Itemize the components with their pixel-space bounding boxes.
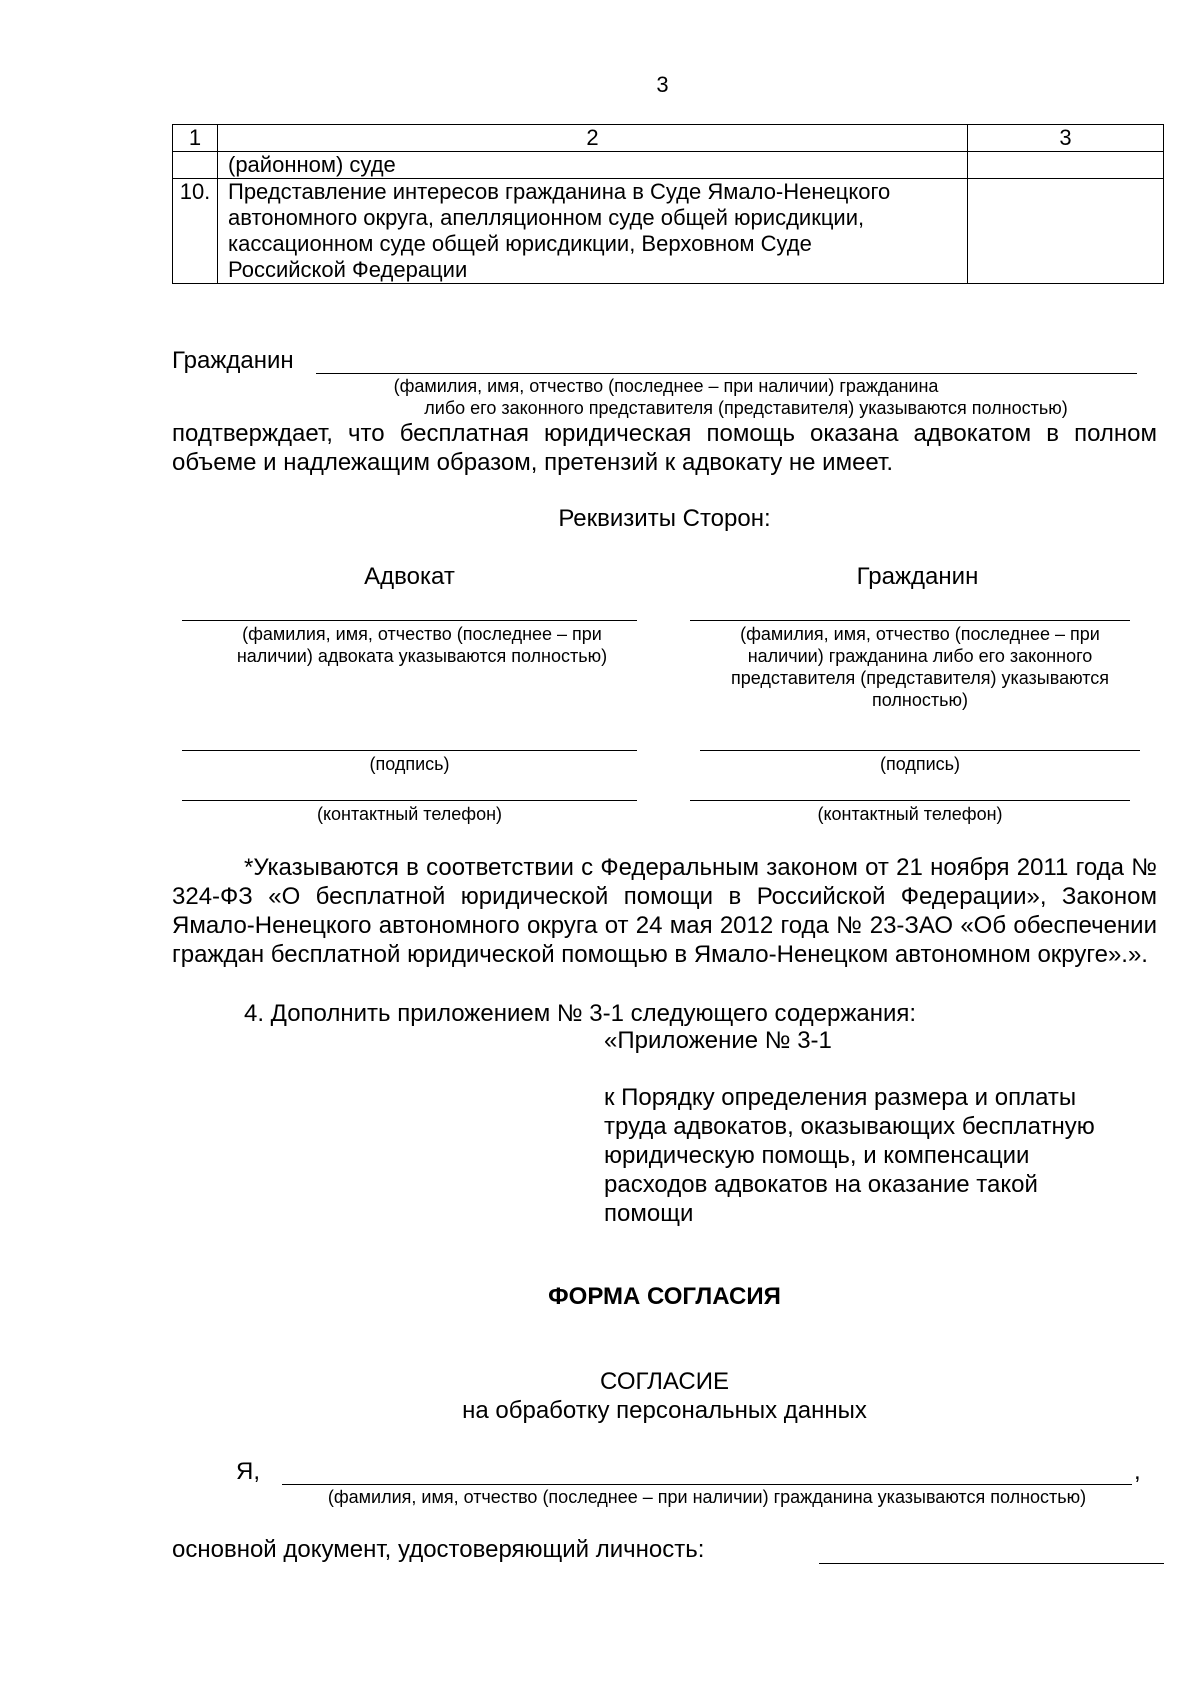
citizen-name-line-2 [690, 620, 1130, 621]
consent-name-line [282, 1484, 1132, 1485]
citizen-name-line [316, 373, 1137, 374]
footnote: *Указываются в соответствии с Федеральным законом от 21 ноября 2011 года № 324-ФЗ «О бесплатной юридической помощи в Российской Федерации», Законом Ямало-Ненецкого автономного округа от 24 мая 2012 года № 23-ЗАО «Об обеспечении граждан бесплатной юридической помощью в Ямало-Ненецком автономном округе».». [172, 854, 1157, 968]
citizen-statement: подтверждает, что бесплатная юридическая помощь оказана адвокатом в полном объеме и надлежащим образом, претензий к адвокату не имеет. [172, 420, 1157, 476]
citizen-name-hint: (фамилия, имя, отчество (последнее – при наличии) гражданина либо его законного представителя (представителя) указываются полностью) [730, 624, 1110, 710]
citizen-signature-hint: (подпись) [879, 754, 961, 774]
citizen-hint-line1: (фамилия, имя, отчество (последнее – при наличии) гражданина [393, 376, 939, 396]
advocate-name-line [182, 620, 637, 621]
advocate-signature-line [182, 750, 637, 751]
table-cell-num [173, 152, 218, 179]
table-header-cell: 2 [218, 125, 968, 152]
citizen-label: Гражданин [172, 347, 294, 374]
appendix-line: труда адвокатов, оказывающих бесплатную [604, 1113, 1095, 1140]
appendix-line: расходов адвокатов на оказание такой [604, 1171, 1038, 1198]
citizen-phone-hint: (контактный телефон) [817, 804, 1003, 824]
table-header-cell: 1 [173, 125, 218, 152]
advocate-signature-hint: (подпись) [369, 754, 450, 774]
citizen-hint-line2: либо его законного представителя (представителя) указываются полностью) [424, 398, 1068, 418]
appendix-caption [604, 1083, 1095, 1228]
consent-comma: , [1134, 1458, 1141, 1485]
table-cell-text: (районном) суде [218, 152, 968, 179]
consent-subtitle: на обработку персональных данных [462, 1397, 867, 1424]
appendix-line: помощи [604, 1200, 694, 1227]
table-row [173, 179, 1164, 284]
citizen-heading: Гражданин [856, 563, 979, 590]
form-title: ФОРМА СОГЛАСИЯ [548, 1283, 781, 1310]
document-line [819, 1563, 1164, 1564]
table-row [173, 152, 1164, 179]
citizen-signature-line [700, 750, 1140, 751]
advocate-phone-line [182, 800, 637, 801]
table-cell-col3 [968, 152, 1164, 179]
citizen-phone-line [690, 800, 1130, 801]
advocate-phone-hint: (контактный телефон) [316, 804, 503, 824]
page-number: 3 [656, 72, 669, 97]
table-cell-col3 [968, 179, 1164, 284]
appendix-title: «Приложение № 3-1 [604, 1027, 832, 1054]
table-header-row [173, 125, 1164, 152]
consent-i-label: Я, [236, 1458, 260, 1485]
requisites-title: Реквизиты Сторон: [558, 505, 771, 532]
table-header-cell: 3 [968, 125, 1164, 152]
table-cell-num: 10. [173, 179, 218, 284]
services-table [172, 124, 1164, 284]
appendix-line: юридическую помощь, и компенсации [604, 1142, 1030, 1169]
consent-name-hint: (фамилия, имя, отчество (последнее – при наличии) гражданина указываются полностью) [327, 1487, 1087, 1507]
advocate-name-hint: (фамилия, имя, отчество (последнее – при наличии) адвоката указываются полностью) [236, 624, 608, 666]
document-label: основной документ, удостоверяющий личность: [172, 1536, 705, 1563]
appendix-line: к Порядку определения размера и оплаты [604, 1084, 1077, 1111]
advocate-heading: Адвокат [364, 563, 455, 590]
amendment-text: 4. Дополнить приложением № 3-1 следующего содержания: [244, 1000, 917, 1027]
consent-title: СОГЛАСИЕ [600, 1368, 729, 1395]
table-cell-text: Представление интересов гражданина в Суде Ямало-Ненецкого автономного округа, апелляционном суде общей юрисдикции, кассационном суде общей юрисдикции, Верховном Суде Российской Федерации [218, 179, 968, 284]
